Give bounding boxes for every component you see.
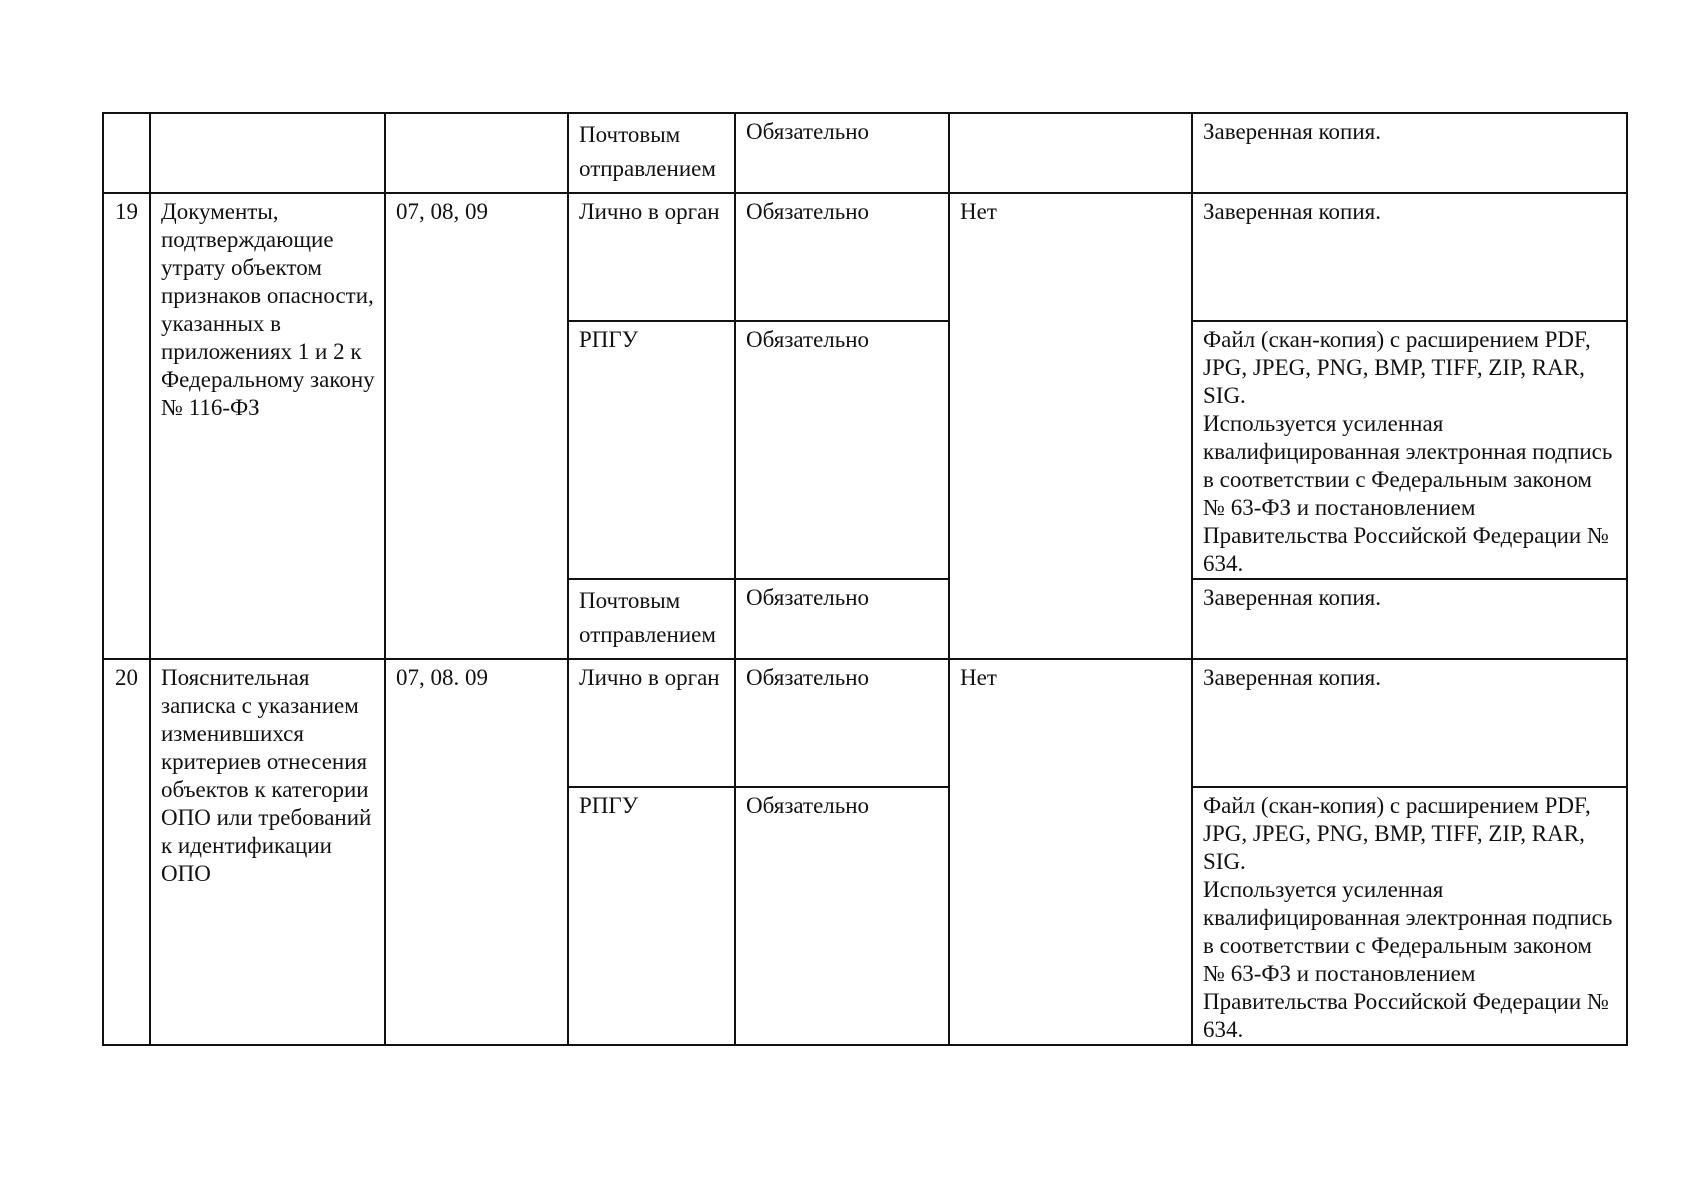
form-cell: Заверенная копия. xyxy=(1192,193,1627,321)
form-cell: Файл (скан-копия) с расширением PDF, JPG, JPEG, PNG, BMP, TIFF, ZIP, RAR, SIG. Используется усиленная квалифицированная электронная подпись в соответствии с Федеральным законом № 63-ФЗ и постановлением Правительства Российской Федерации № 634. xyxy=(1192,321,1627,579)
original-required-cell: Нет xyxy=(949,659,1192,1045)
requirement-cell: Обязательно xyxy=(735,659,949,787)
form-cell: Файл (скан-копия) с расширением PDF, JPG, JPEG, PNG, BMP, TIFF, ZIP, RAR, SIG. Используется усиленная квалифицированная электронная подпись в соответствии с Федеральным законом № 63-ФЗ и постановлением Правительства Российской Федерации № 634. xyxy=(1192,787,1627,1045)
document-name-cell: Документы, подтверждающие утрату объектом признаков опасности, указанных в приложениях 1 и 2 к Федеральному закону № 116-ФЗ xyxy=(150,193,385,659)
form-cell: Заверенная копия. xyxy=(1192,579,1627,659)
codes-cell-empty xyxy=(385,113,568,193)
row-number: 19 xyxy=(103,193,150,659)
codes-cell: 07, 08. 09 xyxy=(385,659,568,1045)
form-cell: Заверенная копия. xyxy=(1192,113,1627,193)
table-row-19 xyxy=(103,193,1627,321)
channel-cell: РПГУ xyxy=(568,321,735,579)
original-required-cell: Нет xyxy=(949,193,1192,659)
channel-cell: Почтовым отправлением xyxy=(568,579,735,659)
number-cell-empty xyxy=(103,113,150,193)
channel-cell: Лично в орган xyxy=(568,193,735,321)
requirement-cell: Обязательно xyxy=(735,787,949,1045)
documents-table xyxy=(102,112,1628,1046)
table-row-20 xyxy=(103,659,1627,787)
document-cell-empty xyxy=(150,113,385,193)
document-name-cell: Пояснительная записка с указанием изменившихся критериев отнесения объектов к категории ОПО или требований к идентификации ОПО xyxy=(150,659,385,1045)
row-number: 20 xyxy=(103,659,150,1045)
form-cell: Заверенная копия. xyxy=(1192,659,1627,787)
channel-cell: Почтовым отправлением xyxy=(568,113,735,193)
codes-cell: 07, 08, 09 xyxy=(385,193,568,659)
channel-cell: РПГУ xyxy=(568,787,735,1045)
requirement-cell: Обязательно xyxy=(735,113,949,193)
original-required-cell-empty xyxy=(949,113,1192,193)
requirement-cell: Обязательно xyxy=(735,193,949,321)
channel-cell: Лично в орган xyxy=(568,659,735,787)
table-row-continuation xyxy=(103,113,1627,193)
requirement-cell: Обязательно xyxy=(735,579,949,659)
requirement-cell: Обязательно xyxy=(735,321,949,579)
